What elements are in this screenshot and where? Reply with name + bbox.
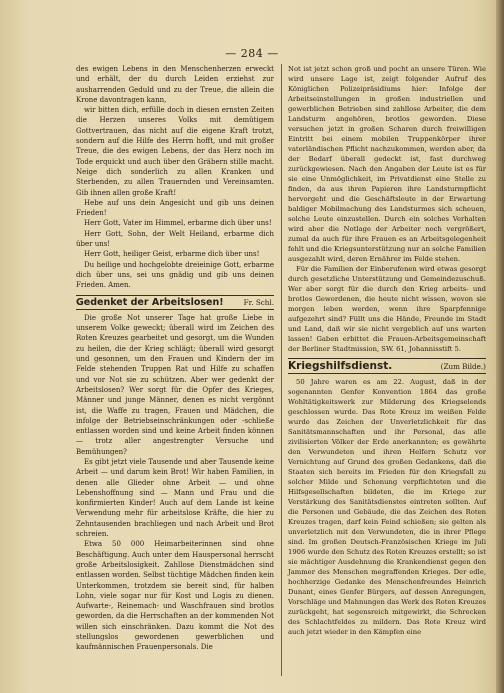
article-title: Kriegshilfsdienst. (288, 360, 393, 372)
continued-paragraph-2: Für die Familien der Einberufenen wird etwas gesorgt durch gesetzliche Unterstützung und Gemeindezuschuß. Wer aber sorgt für die durch den Krieg arbeits- und brotlos Gewordenen, die heute nicht wissen, wovon sie morgen leben werden, wenn ihre Sparpfennige aufgezehrt sind? Füllt uns die Hände, Freunde im Stadt und Land, daß wir sie nicht vergeblich auf uns warten lassen! Gaben erbittet die Frauen-Arbeitsgemeinschaft der Berliner Stadtmission, SW. 61, Johannisstift 5. (288, 265, 486, 353)
article-byline: Fr. Schl. (243, 297, 274, 307)
article-paragraph-1: Die große Not unserer Tage hat große Liebe in unserem Volke geweckt; überall wird im Zeichen des Roten Kreuzes gearbeitet und gesorgt, um die Wunden zu heilen, die der Krieg schlägt; überall wird gesorgt und gesonnen, um den Frauen und Kindern der im Felde stehenden Truppen Rat und Hilfe zu schaffen und vor Not sie zu schützen. Aber wer gedenkt der Arbeitslosen? Wer sorgt für die Opfer des Krieges, Männer und junge Männer, denen es nicht vergönnt ist, die Waffe zu tragen, Frauen und Mädchen, die infolge der Betriebseinschränkungen oder -schließe entlassen worden sind und keine Arbeit finden können — trotz aller angestrengter Versuche und Bemühungen? (76, 313, 274, 456)
left-column (76, 64, 274, 653)
article-title: Gedenket der Arbeitslosen! (76, 296, 224, 308)
article-paragraph-1: 50 Jahre waren es am 22. August, daß in der sogenannten Genfer Konvention 1864 das große Wohltätigkeitswerk zur Milderung des Kriegselends geschlossen wurde. Das Rote Kreuz im weißen Felde wurde das Zeichen der Unverletzlichkeit für das Sanitätsmannschaften und ihr Personal, das alle zivilisierten Völker der Erde anerkannten; es gewährte den Verwundeten und ihren Helfern Schutz vor Vernichtung auf Grund des großen Gedankens, daß die Staaten sich bereits im Frieden für den Kriegsfall zu solcher Milde und Schonung verpflichteten und die Hilfsgesellschaften bildeten, die im Kriege zur Verstärkung des Sanitätsdienstes eintreten sollten. Auf die Personen und Gebäude, die das Zeichen des Roten Kreuzes tragen, darf kein Feind schießen; sie gelten als unverletzlich mit den Verwundeten, die in ihrer Pflege sind. Im großen Deutsch-Französischen Kriege im Juli 1906 wurde den Schutz des Roten Kreuzes erstellt; so ist sie mächtiger Ausdehnung die Krankendienst gegen den Jammer des Menschen megraffenden Krieges. Der edle, hochherzige Gedanke des Menschenfreundes Heinrich Dunant, eines Genfer Bürgers, auf dessen Anregungen, Vorschläge und Mahnungen das Werk des Roten Kreuzes zurückgeht, hat segensreich mitgewirkt, die Schrecken des Schlachtfeldes zu mildern. Das Rote Kreuz wird auch jetzt wieder in den Kämpfen eine (288, 378, 486, 636)
right-column (288, 64, 486, 637)
prayer-paragraph-2: wir bitten dich, erfülle doch in diesen ernsten Zeiten die Herzen unseres Volks mit demütigem Gottvertrauen, das nicht auf die eigene Kraft trotzt, sondern auf die Hilfe des Herrn hofft, und mit großer Treue, die des ewigen Lebens, der das Herz noch im Tode erquickt und auch über den Gräbern stille macht. Neige dich sonderlich zu allen Kranken und Sterbenden, zu allen Trauernden und Vereinsamten. Gib ihnen allen große Kraft! (76, 106, 274, 197)
litany-line-2: Herr Gott, Vater im Himmel, erbarme dich über uns! (84, 219, 272, 228)
prayer-paragraph-1: des ewigen Lebens in den Menschenherzen erweckt und erhält, der du durch Leiden erziehst zur ausharrenden Geduld und zu der Treue, die allein die Krone davontragen kann, (76, 65, 274, 104)
litany-line-3: Herr Gott, Sohn, der Welt Heiland, erbarme dich über uns! (76, 229, 274, 249)
litany-line-1: Hebe auf uns dein Angesicht und gib uns deinen Frieden! (76, 198, 274, 218)
article-header-arbeitslose (76, 295, 274, 310)
column-divider (281, 64, 282, 676)
page-spine-edge (496, 0, 504, 693)
page-number: — 284 — (225, 47, 279, 60)
article-header-kriegshilfsdienst (288, 358, 486, 374)
litany-line-5: Du heilige und hochgelobte dreieinige Gott, erbarme dich über uns, sei uns gnädig und gib uns deinen Frieden. Amen. (76, 260, 274, 290)
litany-line-4: Herr Gott, heiliger Geist, erbarme dich über uns! (84, 250, 260, 259)
article-byline: (Zum Bilde.) (440, 362, 486, 371)
article-paragraph-3: Etwa 50 000 Heimarbeiterinnen sind ohne Beschäftigung. Auch unter dem Hauspersonal herrscht große Arbeitslosigkeit. Zahllose Dienstmädchen sind entlassen worden. Selbst tüchtige Mädchen finden kein Unterkommen, trotzdem sie bereit sind, für halben Lohn, viele sogar nur für Kost und Logis zu dienen. Aufwarte-, Reinemach- und Waschfrauen sind brotlos geworden, da die Herrschaften an der kommenden Not willen sich einschränken. Dazu kommt die Not des stellungslos gewordenen gewerblichen und kaufmännischen Frauenpersonals. Die (76, 540, 274, 652)
continued-paragraph-1: Not ist jetzt schon groß und pocht an unsere Türen. Wie wird unsere Lage ist, zeigt folgender Aufruf des Königlichen Polizeipräsidiums hier: Infolge der Arbeitseinstellungen in großen industriellen und gewerblichen Betrieben sind zahllose Arbeiter, die dem Landsturm angehören, brotlos geworden. Diese versuchen jetzt in großen Scharen durch freiwilligen Eintritt bei einem mobilen Truppenkörper ihrer vaterländischen Pflicht nachzukommen, werden aber, da der Bedarf überall gedeckt ist, fast durchweg zurückgewiesen. Nach den Angaben der Leute ist es für sie eine Unmöglichkeit, im Privatdienst eine Stelle zu finden, da aus ihren Papieren ihre Landsturmpflicht hervorgeht und die Geschäftsleute in der Erwartung baldiger Mobilmachung des Landsturmes sich scheuen, solche Leute einzustellen. Durch ein solches Verhalten wird aber die Notlage der Arbeiter noch vergrößert, zumal da auch für ihre Frauen es an Arbeitsgelegenheit fehlt und die Kriegsunterstützung nur an solche Familien ausgezahlt wird, deren Ernährer im Felde stehen. (288, 65, 486, 263)
article-paragraph-2: Es gibt jetzt viele Tausende und aber Tausende keine Arbeit — und darum kein Brot! Wir haben Familien, in denen alle Glieder ohne Arbeit — und ohne Lebenshoffnung sind — Mann und Frau und die konfirmierten Kinder! Auch auf dem Lande ist keine Verwendung mehr für arbeitslose Kräfte, die hier zu Zehntausenden brachliegen und nach Arbeit und Brot schreien. (76, 457, 274, 539)
